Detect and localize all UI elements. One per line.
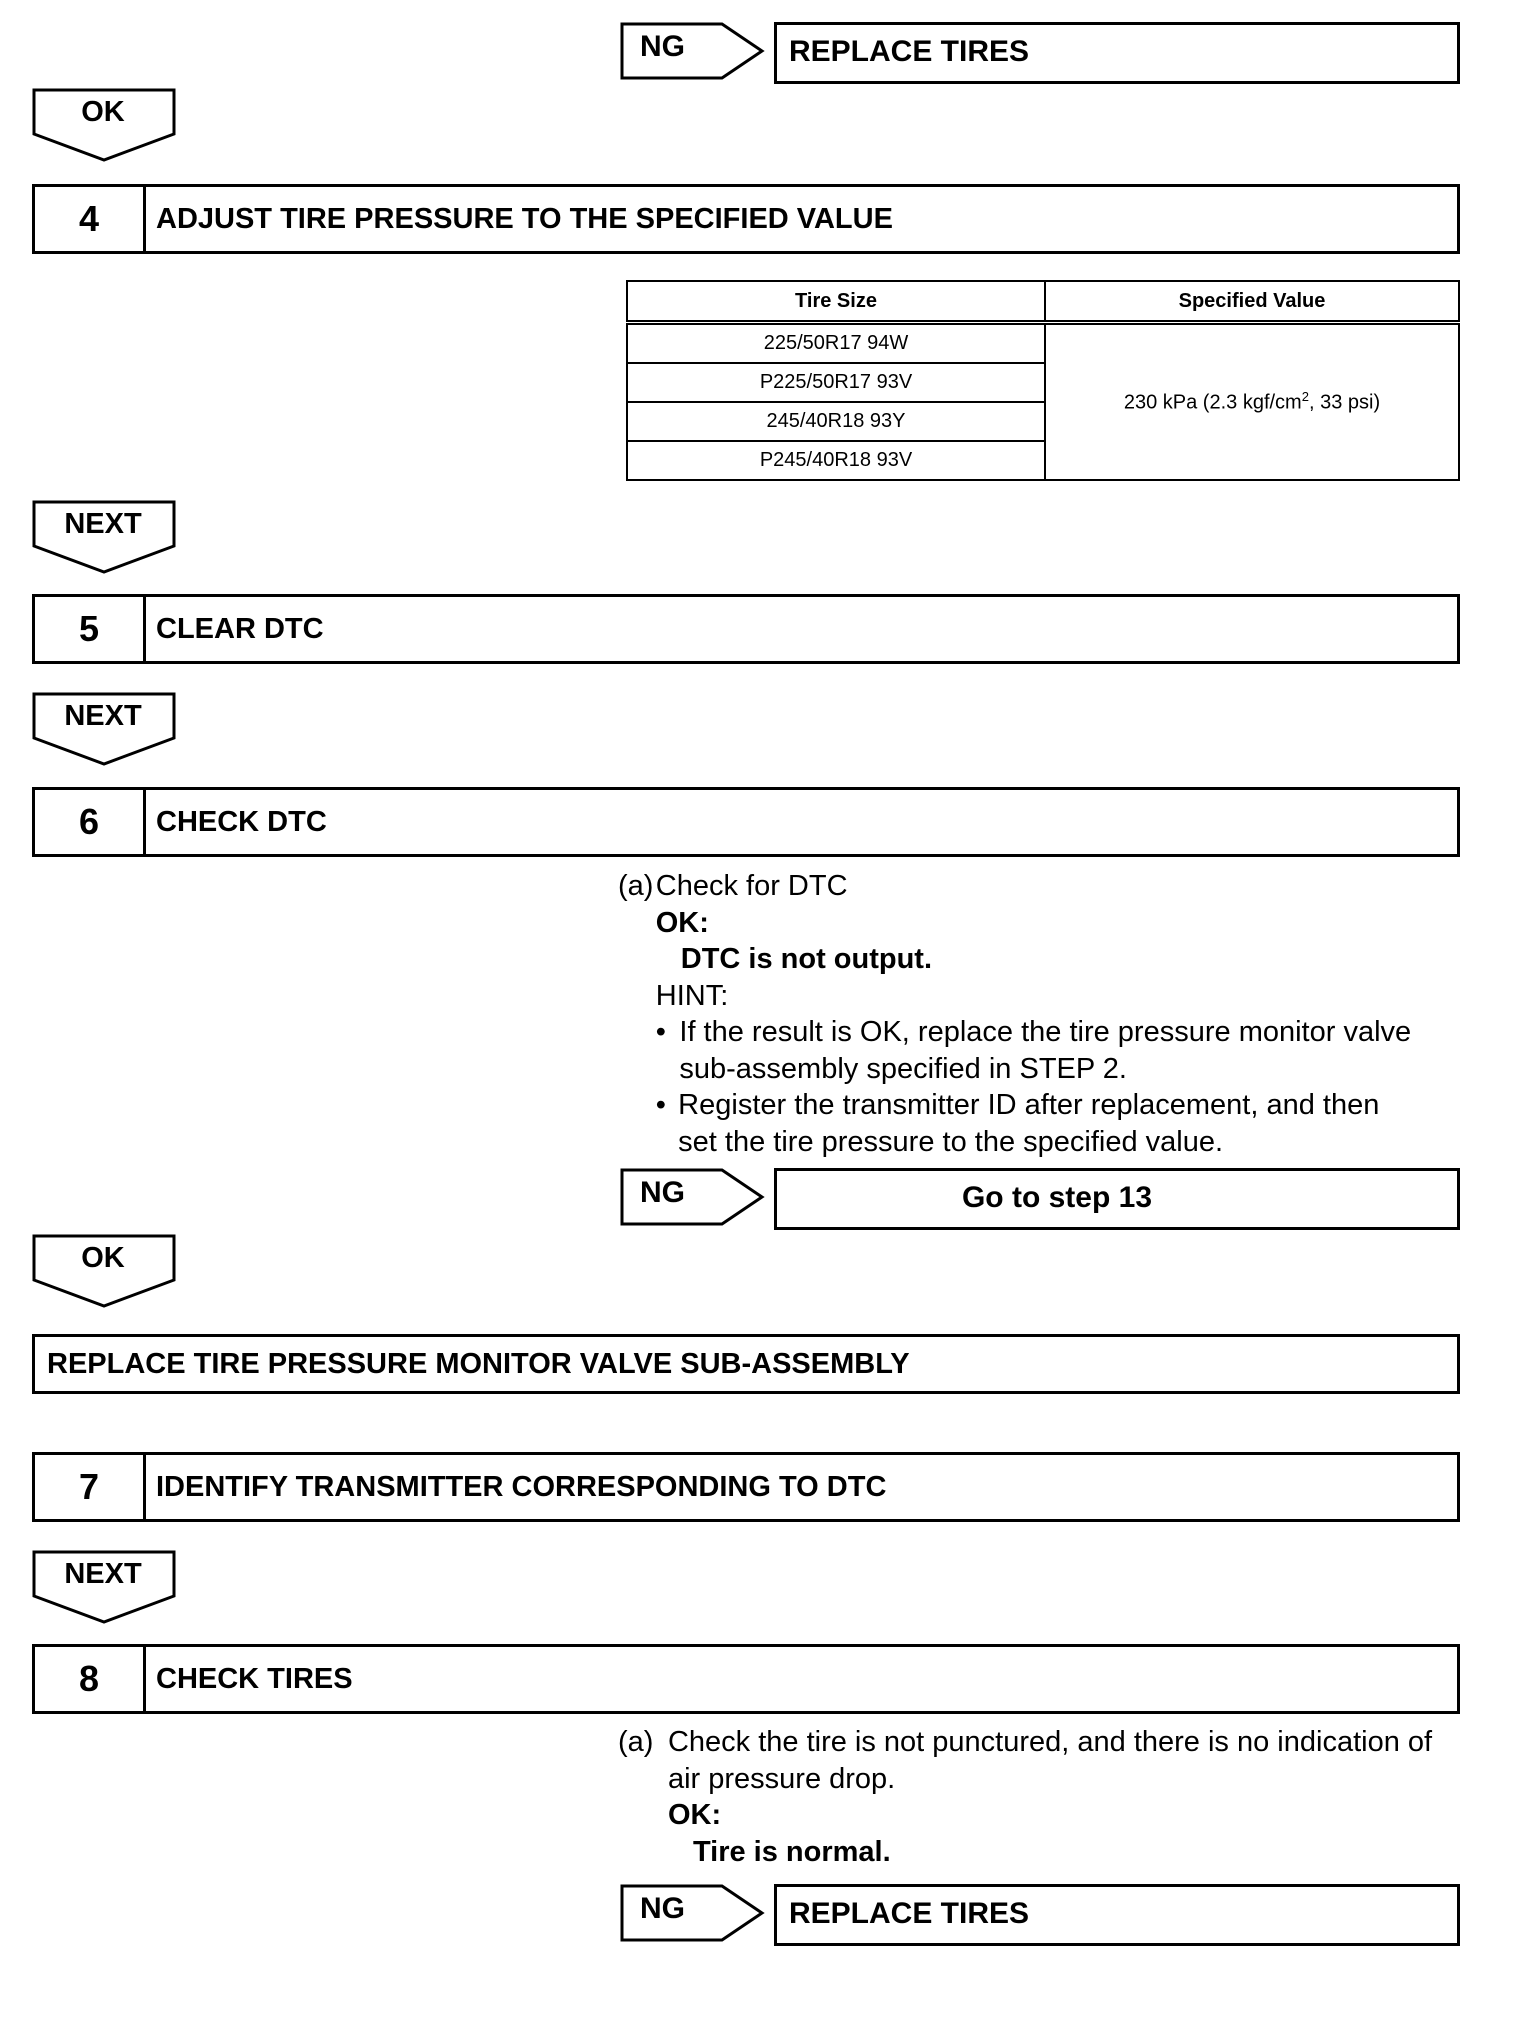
ok-criteria: Tire is normal. (692, 1835, 891, 1868)
step-number: 6 (35, 790, 146, 854)
hint-bullet: • Register the transmitter ID after replacement, and then set the tire pressure to the specified value. (655, 1089, 1380, 1158)
step-title: IDENTIFY TRANSMITTER CORRESPONDING TO DTC (156, 1470, 887, 1503)
table-header-specified-value: Specified Value (1045, 281, 1459, 323)
item-text: Check for DTC (655, 870, 848, 902)
next-tag (32, 1550, 178, 1626)
step-number: 4 (35, 187, 146, 251)
step-title: CHECK TIRES (156, 1662, 353, 1695)
ok-heading: OK: (667, 1799, 722, 1831)
step-title: CLEAR DTC (156, 612, 324, 645)
step-8-instructions (618, 1724, 1448, 1870)
step-6-instructions (618, 868, 1418, 1160)
step-number: 7 (35, 1455, 146, 1519)
next-label: NEXT (64, 508, 142, 540)
ng-label: NG (640, 30, 685, 63)
ng-label: NG (640, 1176, 685, 1209)
item-label: (a) (618, 870, 654, 902)
table-cell-tire-size: P245/40R18 93V (627, 441, 1045, 480)
step-number: 8 (35, 1647, 146, 1711)
step-4-header (32, 184, 1460, 254)
table-cell-specified-value: 230 kPa (2.3 kgf/$cm^2$, 33 psi) (1045, 323, 1459, 481)
next-tag (32, 692, 178, 768)
item-text: Check the tire is not punctured, and there is no indication of air pressure drop. (667, 1726, 1433, 1795)
table-header-tire-size: Tire Size (627, 281, 1045, 323)
step-5-header (32, 594, 1460, 664)
step-number: 5 (35, 597, 146, 661)
tire-pressure-spec-table (626, 280, 1460, 481)
ng-arrow-top (620, 22, 766, 80)
replace-tires-box-bottom: REPLACE TIRES (774, 1884, 1460, 1946)
next-label: NEXT (64, 700, 142, 732)
ng-arrow-step8 (620, 1884, 766, 1942)
ok-label: OK (81, 1242, 125, 1274)
step-title: CHECK DTC (156, 805, 327, 838)
next-tag (32, 500, 178, 576)
table-cell-tire-size: 225/50R17 94W (627, 323, 1045, 364)
hint-heading: HINT: (655, 979, 729, 1012)
ng-arrow-step6 (620, 1168, 766, 1226)
table-cell-tire-size: P225/50R17 93V (627, 363, 1045, 402)
hint-bullet: • If the result is OK, replace the tire pressure monitor valve sub-assembly specified in STEP 2. (655, 1016, 1412, 1085)
ok-criteria: DTC is not output. (680, 943, 933, 975)
ok-heading: OK: (655, 906, 709, 939)
step-title: ADJUST TIRE PRESSURE TO THE SPECIFIED VALUE (156, 202, 893, 235)
ok-tag (32, 88, 178, 164)
next-label: NEXT (64, 1558, 142, 1590)
replace-tires-box-top: REPLACE TIRES (774, 22, 1460, 84)
step-8-header (32, 1644, 1460, 1714)
ok-tag (32, 1234, 178, 1310)
ok-label: OK (81, 96, 125, 128)
go-to-step-box: Go to step 13 (774, 1168, 1460, 1230)
replace-valve-box: REPLACE TIRE PRESSURE MONITOR VALVE SUB-ASSEMBLY (32, 1334, 1460, 1394)
step-7-header (32, 1452, 1460, 1522)
ng-label: NG (640, 1892, 685, 1925)
item-label: (a) (618, 1726, 654, 1758)
table-cell-tire-size: 245/40R18 93Y (627, 402, 1045, 441)
step-6-header (32, 787, 1460, 857)
